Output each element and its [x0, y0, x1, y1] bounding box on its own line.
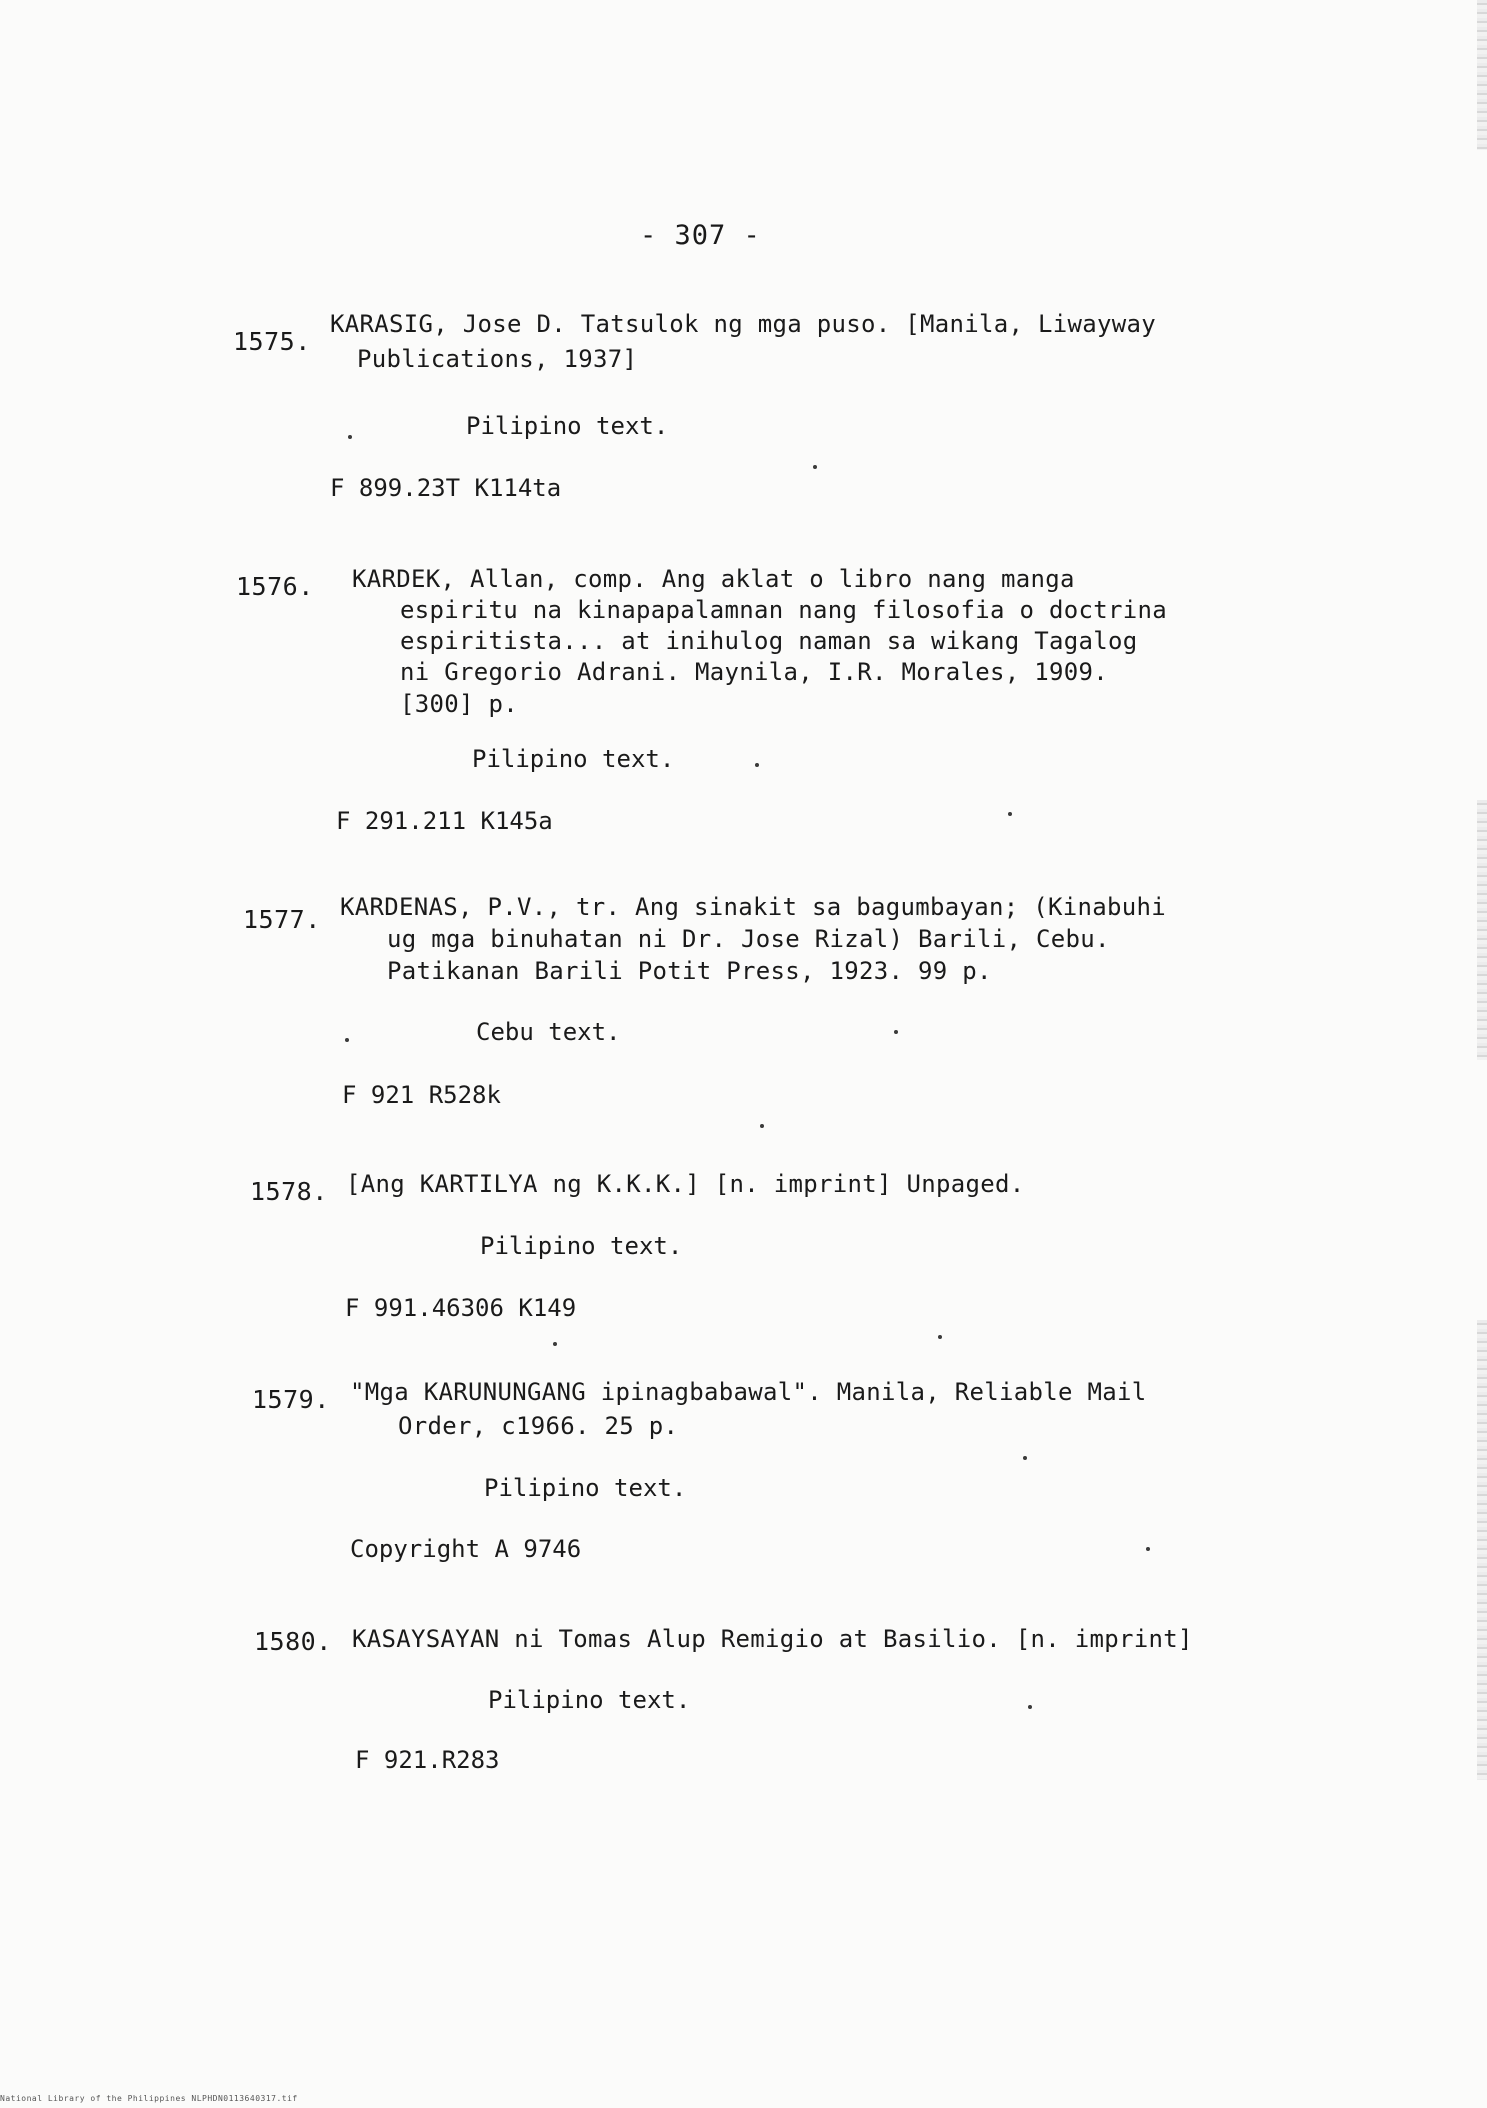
- scan-footer: National Library of the Philippines NLPHDN0113640317.tif: [0, 2094, 298, 2103]
- language-note: Pilipino text.: [484, 1474, 687, 1502]
- scan-speck: [760, 1124, 764, 1128]
- entry-line: Patikanan Barili Potit Press, 1923. 99 p.: [387, 957, 992, 985]
- entry-number: 1577.: [243, 905, 321, 934]
- call-number: F 899.23T K114ta: [330, 474, 562, 502]
- scan-edge-middle: [1477, 800, 1487, 1060]
- scan-speck: [894, 1030, 898, 1034]
- scan-speck: [1008, 812, 1012, 816]
- call-number: Copyright A 9746: [350, 1535, 582, 1563]
- scan-speck: [553, 1342, 557, 1346]
- entry-line: KARASIG, Jose D. Tatsulok ng mga puso. [Manila, Liwayway: [330, 310, 1156, 338]
- entry-number: 1576.: [236, 572, 314, 601]
- scan-speck: [345, 1038, 349, 1042]
- language-note: Pilipino text.: [488, 1686, 691, 1714]
- entry-line: ug mga binuhatan ni Dr. Jose Rizal) Barili, Cebu.: [387, 925, 1110, 953]
- language-note: Cebu text.: [476, 1018, 621, 1046]
- language-note: Pilipino text.: [480, 1232, 683, 1260]
- entry-line: KARDEK, Allan, comp. Ang aklat o libro nang manga: [352, 565, 1075, 593]
- call-number: F 921 R528k: [342, 1081, 501, 1109]
- entry-line: Publications, 1937]: [357, 345, 638, 373]
- scan-speck: [1023, 1456, 1027, 1460]
- call-number: F 921.R283: [355, 1746, 500, 1774]
- entry-line: ni Gregorio Adrani. Maynila, I.R. Morales, 1909.: [400, 658, 1108, 686]
- entry-number: 1579.: [252, 1385, 330, 1414]
- scan-speck: [1146, 1547, 1150, 1551]
- call-number: F 991.46306 K149: [345, 1294, 577, 1322]
- entry-line: espiritu na kinapapalamnan nang filosofia o doctrina: [400, 596, 1167, 624]
- entry-line: [300] p.: [400, 690, 518, 718]
- scan-edge-lower: [1477, 1320, 1487, 1780]
- entry-line: KASAYSAYAN ni Tomas Alup Remigio at Basilio. [n. imprint]: [352, 1625, 1193, 1653]
- entry-line: espiritista... at inihulog naman sa wikang Tagalog: [400, 627, 1138, 655]
- entry-line: KARDENAS, P.V., tr. Ang sinakit sa bagumbayan; (Kinabuhi: [340, 893, 1166, 921]
- language-note: Pilipino text.: [472, 745, 675, 773]
- scan-speck: [1028, 1705, 1032, 1709]
- scan-speck: [755, 763, 759, 767]
- scan-speck: [813, 465, 817, 469]
- page-number: - 307 -: [640, 220, 761, 251]
- call-number: F 291.211 K145a: [336, 807, 553, 835]
- entry-line: "Mga KARUNUNGANG ipinagbabawal". Manila, Reliable Mail: [350, 1378, 1147, 1406]
- scan-speck: [348, 435, 352, 439]
- scan-edge-top: [1477, 0, 1487, 150]
- entry-number: 1575.: [233, 327, 311, 356]
- entry-number: 1580.: [254, 1627, 332, 1656]
- entry-line: [Ang KARTILYA ng K.K.K.] [n. imprint] Unpaged.: [346, 1170, 1025, 1198]
- language-note: Pilipino text.: [466, 412, 669, 440]
- entry-line: Order, c1966. 25 p.: [398, 1412, 679, 1440]
- scan-speck: [938, 1335, 942, 1339]
- entry-number: 1578.: [250, 1177, 328, 1206]
